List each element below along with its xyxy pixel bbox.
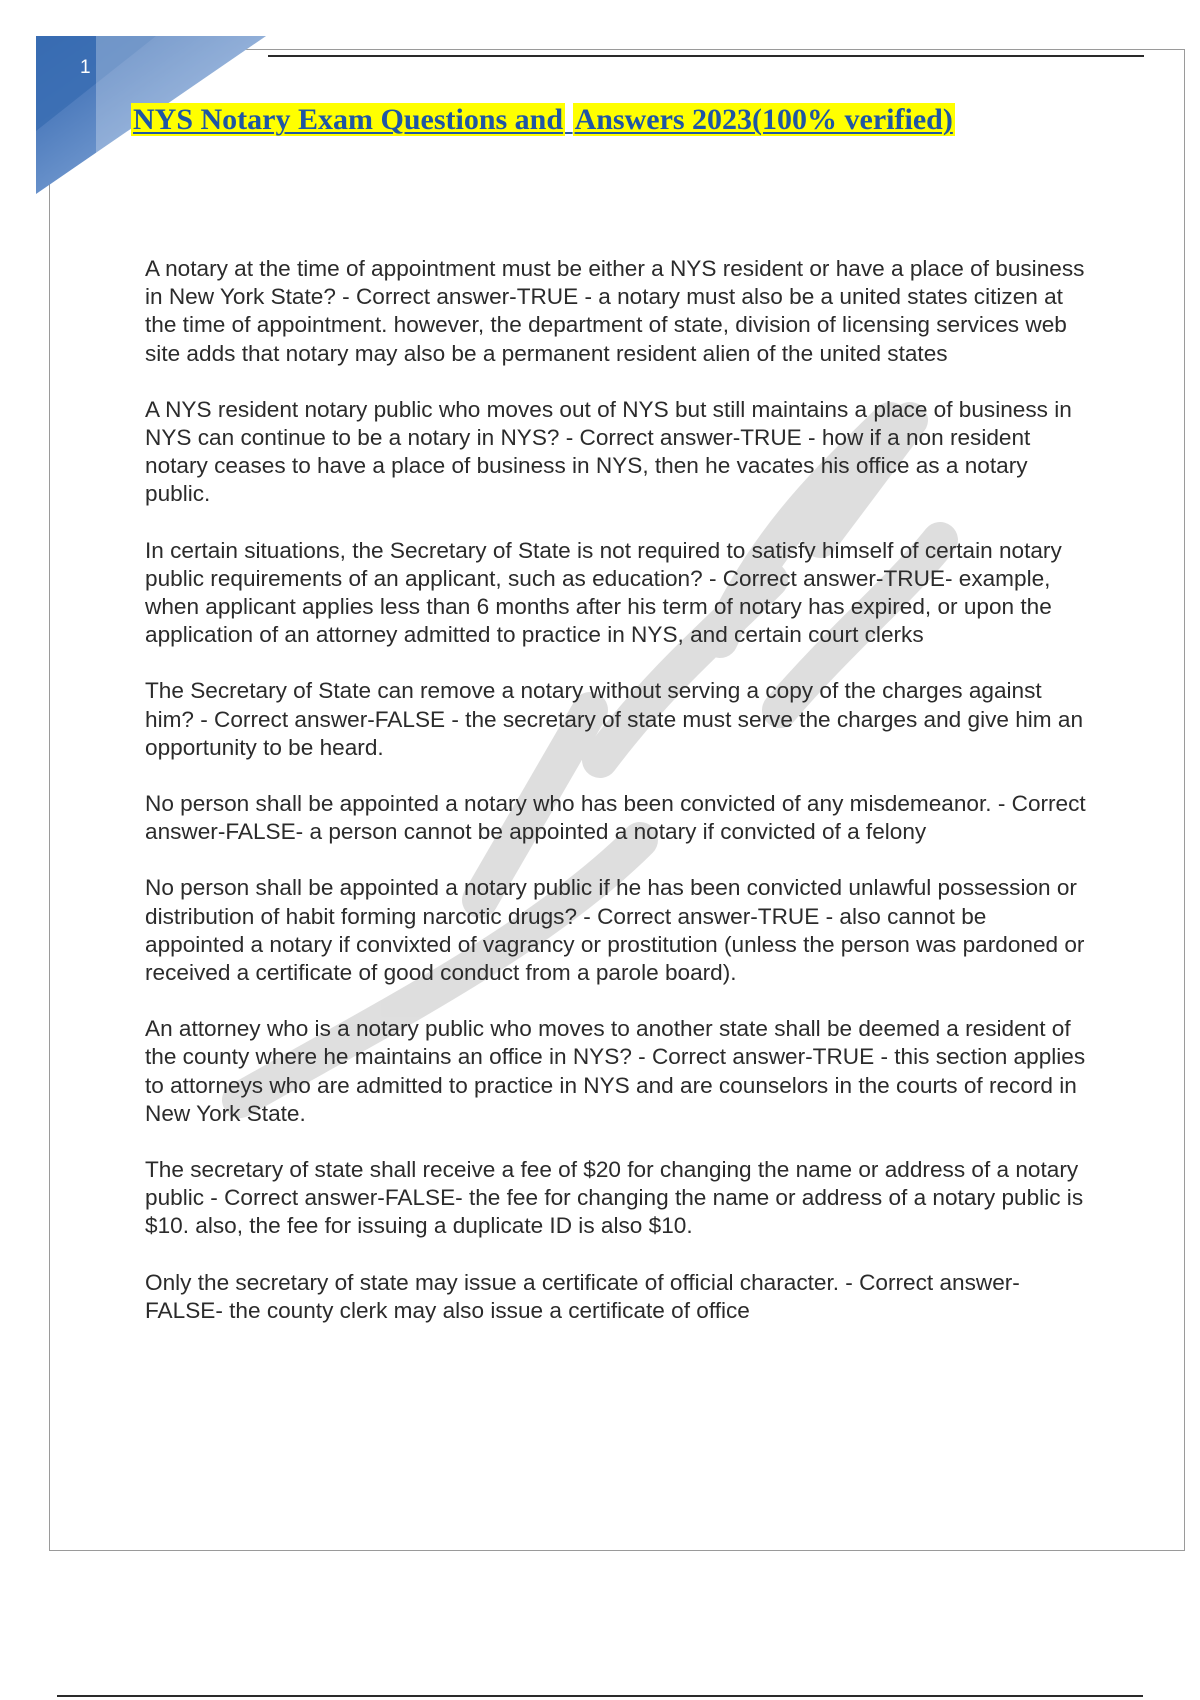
qa-item: Only the secretary of state may issue a certificate of official character. - Correct answer-FALSE- the county clerk may also issue a certificate of office — [145, 1269, 1020, 1323]
qa-list — [145, 255, 1090, 1353]
qa-item: In certain situations, the Secretary of State is not required to satisfy himself of certain notary public requirements of an applicant, such as education? - Correct answer-TRUE- example, when applicant applies less than 6 months after his term of notary has expired, or upon the application of an attorney admitted to practice in NYS, and certain court clerks — [145, 537, 1062, 648]
document-title-part1: NYS Notary Exam Questions and — [133, 103, 564, 136]
footer-rule — [57, 1695, 1143, 1697]
page-number: 1 — [80, 57, 91, 78]
document-title — [131, 100, 955, 140]
qa-item: An attorney who is a notary public who moves to another state shall be deemed a resident of the county where he maintains an office in NYS? - Correct answer-TRUE - this section applies to attorneys who are admitted to practice in NYS and are counselors in the courts of record in New York State. — [145, 1016, 1086, 1126]
qa-item: A notary at the time of appointment must be either a NYS resident or have a place of business in New York State? - Correct answer-TRUE - a notary must also be a united states citizen at the time of appointment. however, the department of state, division of licensing services web site adds that notary may also be a permanent resident alien of the united states — [145, 256, 1085, 366]
qa-item: A NYS resident notary public who moves out of NYS but still maintains a place of business in NYS can continue to be a notary in NYS? - Correct answer-TRUE - how if a non resident notary ceases to have a place of business in NYS, then he vacates his office as a notary public. — [145, 396, 1072, 507]
qa-item: No person shall be appointed a notary who has been convicted of any misdemeanor. - Correct answer-FALSE- a person cannot be appointed a notary if convicted of a felony — [145, 791, 1086, 845]
document-title-part2: Answers 2023(100% verified) — [574, 103, 953, 136]
header-rule — [268, 55, 1144, 57]
qa-item: The secretary of state shall receive a fee of $20 for changing the name or address of a notary public - Correct answer-FALSE- the fee for changing the name or address of a notary public is $10. also, the fee for issuing a duplicate ID is also $10. — [145, 1157, 1084, 1239]
qa-item: The Secretary of State can remove a notary without serving a copy of the charges against him? - Correct answer-FALSE - the secretary of state must serve the charges and give him an opportunity to be heard. — [145, 678, 1084, 760]
qa-item: No person shall be appointed a notary public if he has been convicted unlawful possession or distribution of habit forming narcotic drugs? - Correct answer-TRUE - also cannot be appointed a notary if convixted of vagrancy or prostitution (unless the person was pardoned or received a certificate of good conduct from a parole board). — [145, 875, 1085, 986]
